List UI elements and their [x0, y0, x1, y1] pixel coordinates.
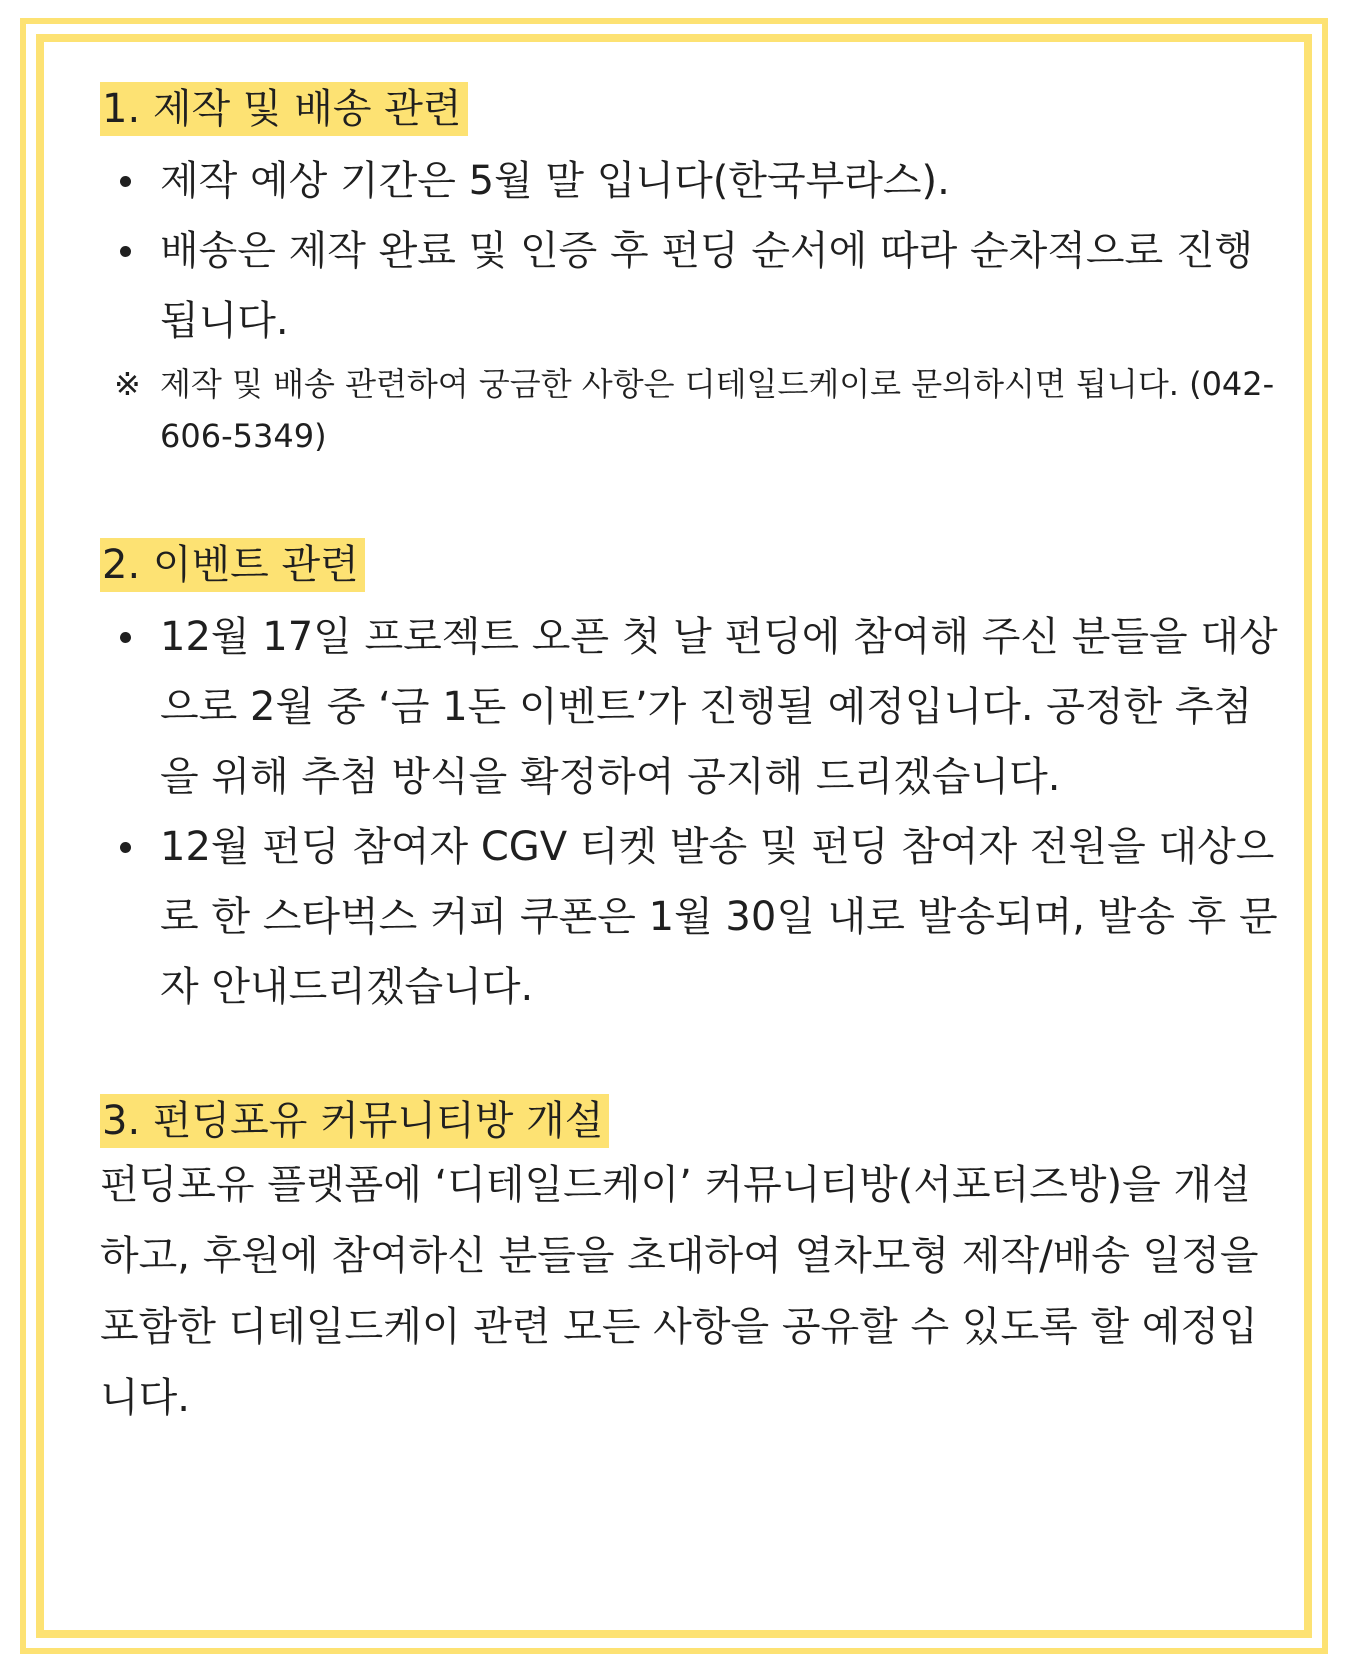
list-item [100, 812, 1280, 1022]
list-item-text: 12월 펀딩 참여자 CGV 티켓 발송 및 펀딩 참여자 전원을 대상으로 한 스타벅스 커피 쿠폰은 1월 30일 내로 발송되며, 발송 후 문자 안내드리겠습니다. [160, 824, 1278, 1010]
reference-mark-icon: ※ [114, 365, 141, 403]
section-event [100, 538, 1280, 1022]
section-production-shipping [100, 82, 1280, 462]
list-item [100, 146, 1280, 216]
community-paragraph: 펀딩포유 플랫폼에 ‘디테일드케이’ 커뮤니티방(서포터즈방)을 개설하고, 후원에 참여하신 분들을 초대하여 열차모형 제작/배송 일정을 포함한 디테일드케이 관련 모든 사항을 공유할 수 있도록 할 예정입니다. [100, 1162, 1259, 1421]
bullet-icon [120, 842, 131, 853]
production-shipping-list [100, 146, 1280, 356]
notice-content [100, 82, 1280, 1434]
section-community [100, 1094, 1280, 1434]
list-item-text: 제작 예상 기간은 5월 말 입니다(한국부라스). [160, 158, 950, 204]
bullet-icon [120, 632, 131, 643]
list-item [100, 602, 1280, 812]
section-title-event: 2. 이벤트 관련 [100, 538, 365, 592]
bullet-icon [120, 176, 131, 187]
bullet-icon [120, 246, 131, 257]
inquiry-note-text: 제작 및 배송 관련하여 궁금한 사항은 디테일드케이로 문의하시면 됩니다. (042-606-5349) [160, 365, 1275, 455]
section-title-production-shipping: 1. 제작 및 배송 관련 [100, 82, 468, 136]
list-item [100, 216, 1280, 356]
list-item-text: 12월 17일 프로젝트 오픈 첫 날 펀딩에 참여해 주신 분들을 대상으로 2월 중 ‘금 1돈 이벤트’가 진행될 예정입니다. 공정한 추첨을 위해 추첨 방식을 확정하여 공지해 드리겠습니다. [160, 614, 1278, 800]
inquiry-note [100, 358, 1280, 462]
section-title-community: 3. 펀딩포유 커뮤니티방 개설 [100, 1094, 609, 1148]
list-item-text: 배송은 제작 완료 및 인증 후 펀딩 순서에 따라 순차적으로 진행됩니다. [160, 228, 1254, 344]
event-list [100, 602, 1280, 1022]
